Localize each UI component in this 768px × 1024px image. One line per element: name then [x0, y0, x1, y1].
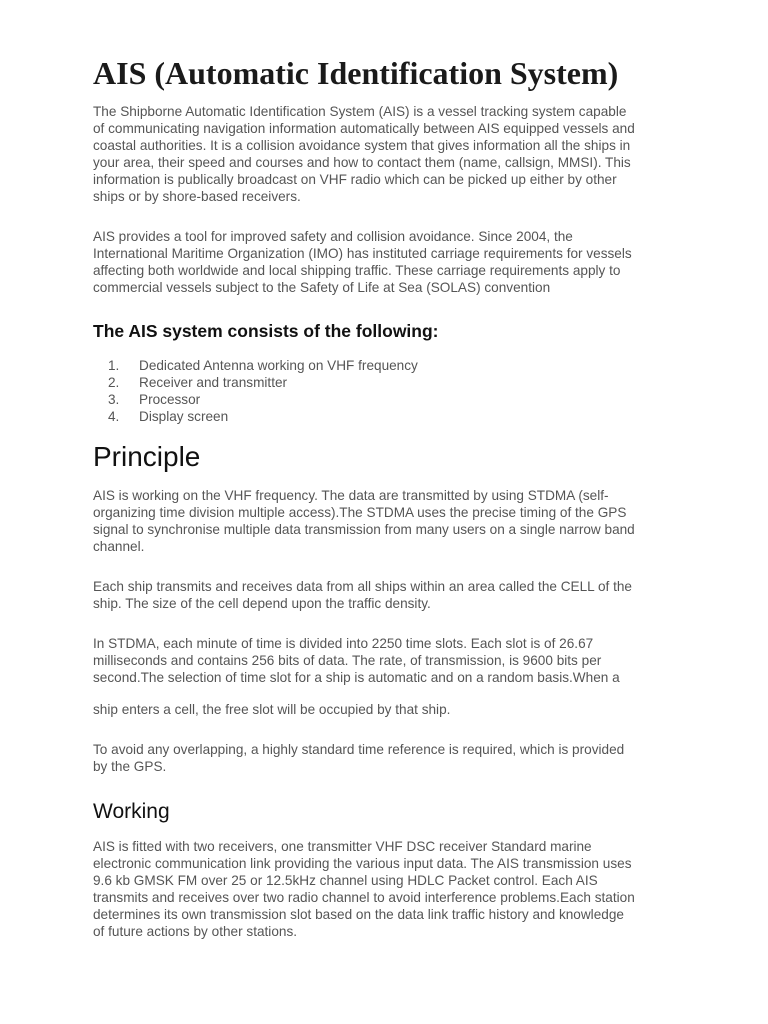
working-heading: Working [93, 800, 170, 823]
text-line: In STDMA, each minute of time is divided into 2250 time slots. Each slot is of 26.67 [93, 636, 594, 651]
text-line: 9.6 kb GMSK FM over 25 or 12.5kHz channel using HDLC Packet control. Each AIS [93, 872, 598, 888]
text-line: ship. The size of the cell depend upon the traffic density. [93, 595, 431, 611]
text-line: transmits and receives over two radio channel to avoid interference problems.Each station [93, 889, 635, 905]
list-text: Dedicated Antenna working on VHF frequency [139, 358, 418, 373]
text-line: signal to synchronise multiple data transmission from many users on a single narrow band [93, 521, 635, 537]
text-line: milliseconds and contains 256 bits of data. The rate, of transmission, is 9600 bits per [93, 652, 602, 668]
text-line: second.The selection of time slot for a ship is automatic and on a random basis.When a [93, 669, 620, 685]
text-line: organizing time division multiple access).The STDMA uses the precise timing of the GPS [93, 504, 627, 520]
list-text: Display screen [139, 409, 229, 424]
text-line: commercial vessels subject to the Safety of Life at Sea (SOLAS) convention [93, 279, 551, 295]
text-line: To avoid any overlapping, a highly standard time reference is required, which is provided [93, 742, 625, 757]
document-title: AIS (Automatic Identification System) [93, 55, 619, 91]
principle-paragraph-1 [93, 488, 713, 556]
text-line: International Maritime Organization (IMO) has instituted carriage requirements for vessels [93, 245, 632, 261]
principle-paragraph-3 [93, 636, 713, 687]
principle-heading: Principle [93, 441, 201, 472]
text-line: your area, their speed and courses and how to contact them (name, callsign, MMSI). This [93, 154, 631, 170]
text-line: The Shipborne Automatic Identification System (AIS) is a vessel tracking system capable [93, 104, 627, 119]
text-line: ships or by shore-based receivers. [93, 188, 301, 204]
principle-paragraph-2 [93, 579, 713, 613]
components-heading: The AIS system consists of the following: [93, 321, 439, 341]
text-line: AIS provides a tool for improved safety and collision avoidance. Since 2004, the [93, 229, 573, 244]
list-number: 3. [108, 392, 120, 407]
working-paragraph [93, 839, 713, 940]
intro-paragraph-1 [93, 104, 713, 205]
text-line: affecting both worldwide and local shipping traffic. These carriage requirements apply to [93, 262, 621, 278]
text-line: channel. [93, 538, 145, 554]
list-number: 1. [108, 358, 120, 373]
principle-paragraph-5 [93, 742, 713, 776]
text-line: coastal authorities. It is a collision avoidance system that gives information all the ships in [93, 137, 631, 153]
text-line: AIS is working on the VHF frequency. The data are transmitted by using STDMA (self- [93, 488, 609, 503]
text-line: electronic communication link providing the various input data. The AIS transmission uses [93, 855, 632, 871]
text-line: AIS is fitted with two receivers, one transmitter VHF DSC receiver Standard marine [93, 839, 592, 854]
intro-paragraph-2 [93, 229, 713, 297]
list-number: 4. [108, 409, 120, 424]
list-number: 2. [108, 375, 120, 390]
text-line: ship enters a cell, the free slot will be occupied by that ship. [93, 702, 451, 717]
text-line: information is publically broadcast on VHF radio which can be picked up either by other [93, 171, 617, 187]
text-line: determines its own transmission slot based on the data link traffic history and knowledge [93, 906, 624, 922]
text-line: of communicating navigation information automatically between AIS equipped vessels and [93, 120, 635, 136]
list-text: Receiver and transmitter [139, 375, 288, 390]
text-line: Each ship transmits and receives data from all ships within an area called the CELL of the [93, 579, 632, 594]
list-text: Processor [139, 392, 201, 407]
principle-paragraph-4 [93, 702, 713, 719]
text-line: by the GPS. [93, 758, 167, 774]
text-line: of future actions by other stations. [93, 923, 298, 939]
